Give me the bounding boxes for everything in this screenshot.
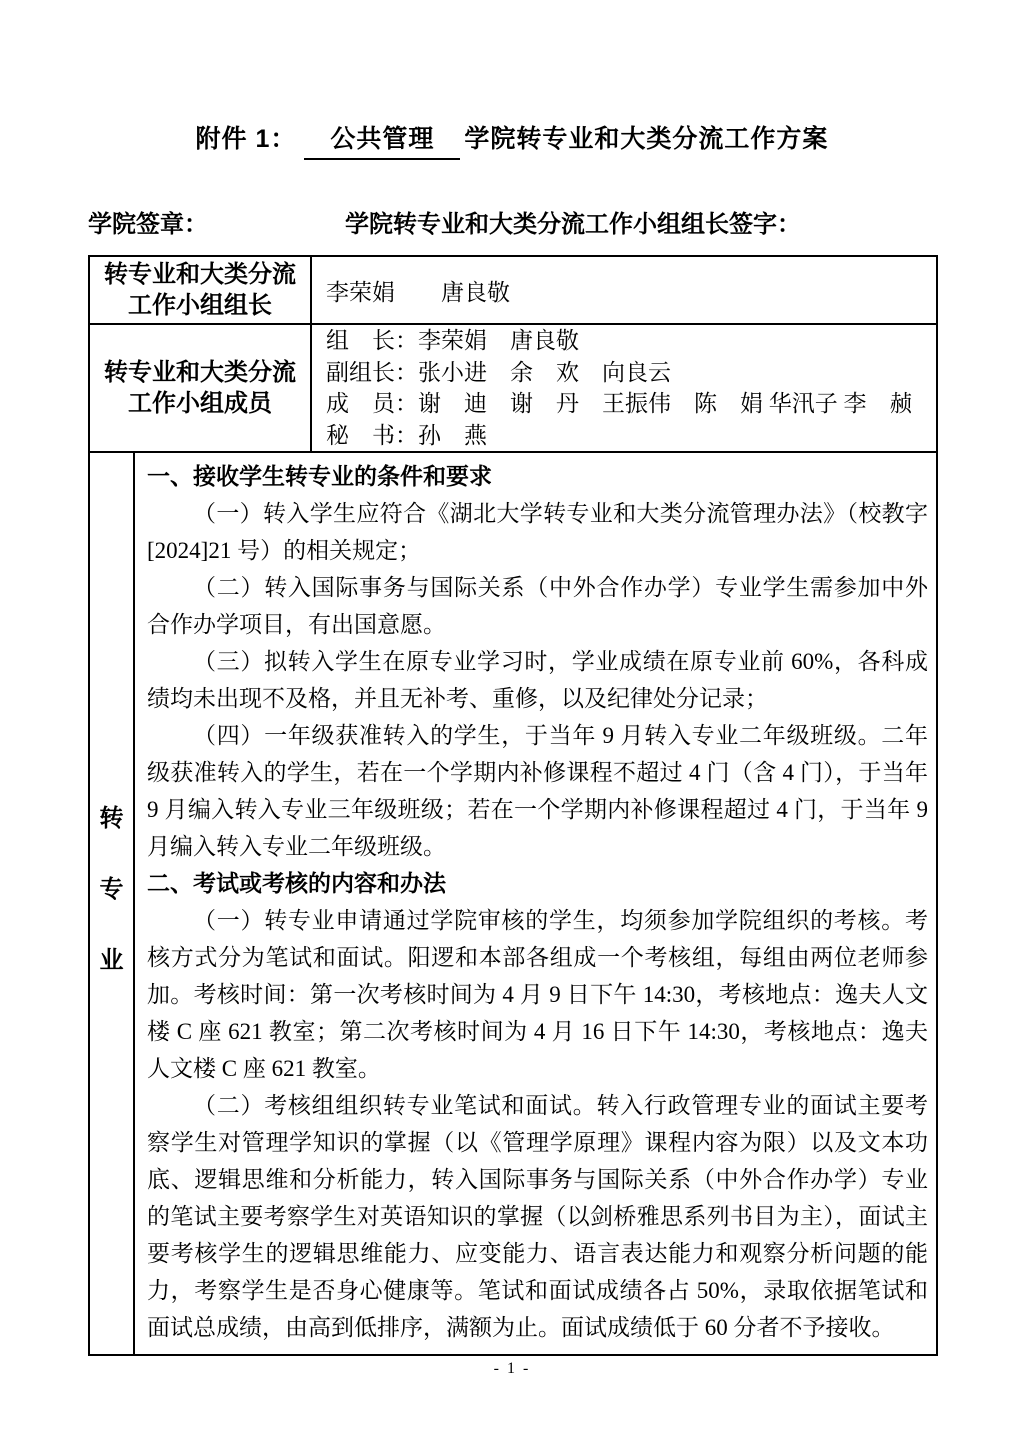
table-row-group-members [90,323,936,451]
members-line-secretary: 秘 书：孙 燕 [326,422,487,448]
row-header-group-members [90,325,312,451]
section-2-paragraph: （二）考核组组织转专业笔试和面试。转入行政管理专业的面试主要考察学生对管理学知识的掌握（以《管理学原理》课程内容为限）以及文本功底、逻辑思维和分析能力，转入国际事务与国际关系（中外合作办学）专业的笔试主要考察学生对英语知识的掌握（以剑桥雅思系列书目为主），面试主要考核学生的逻辑思维能力、应变能力、语言表达能力和观察分析问题的能力，考察学生是否身心健康等。笔试和面试成绩各占 50%，录取依据笔试和面试总成绩，由高到低排序，满额为止。面试成绩低于 60 分者不予接收。 [147,1093,928,1340]
table-row-major-transfer [90,451,936,1354]
names-line: 李荣娟 唐良敬 [326,279,510,305]
vertical-label-char: 业 [99,947,124,974]
leader-signature-label: 学院转专业和大类分流工作小组组长签字： [345,211,801,238]
vertical-label-char: 转 [99,805,124,832]
group-members-list [312,325,936,451]
vertical-label-char: 专 [99,876,124,903]
row-header-line: 转专业和大类分流 [104,261,296,288]
page-number: - 1 - [493,1360,531,1377]
section-1-paragraph: （二）转入国际事务与国际关系（中外合作办学）专业学生需参加中外合作办学项目，有出国意愿。 [147,575,928,637]
section-1-heading: 一、接收学生转专业的条件和要求 [147,463,492,489]
table-row-group-leader [90,257,936,323]
work-plan-table [88,255,938,1356]
section-1-paragraph: （四）一年级获准转入的学生，于当年 9 月转入专业二年级班级。二年级获准转入的学生，若在一个学期内补修课程不超过 4 门（含 4 门），于当年 9 月编入转入专业三年级班级；若在一个学期内补修课程超过 4 门，于当年 9 月编入转入专业二年级班级。 [147,723,928,859]
section-2-paragraph: （一）转专业申请通过学院审核的学生，均须参加学院组织的考核。考核方式分为笔试和面试。阳逻和本部各组成一个考核组，每组由两位老师参加。考核时间：第一次考核时间为 4 月 9 日下午 14:30，考核地点：逸夫人文楼 C 座 621 教室；第二次考核时间为 4 月 16 日下午 14:30，考核地点：逸夫人文楼 C 座 621 教室。 [147,908,928,1081]
signature-row [88,210,964,240]
section-1-paragraph: （一）转入学生应符合《湖北大学转专业和大类分流管理办法》（校教字[2024]21 号）的相关规定； [147,501,928,563]
group-leader-names [312,257,936,323]
row-header-line: 工作小组成员 [128,390,272,417]
row-header-line: 转专业和大类分流 [104,359,296,386]
members-line-members: 成 员：谢 迪 谢 丹 王振伟 陈 娟 华汛子 李 赪 [326,391,913,416]
section-1-paragraph: （三）拟转入学生在原专业学习时，学业成绩在原专业前 60%，各科成绩均未出现不及格，并且无补考、重修，以及纪律处分记录； [147,649,928,711]
members-line-deputy: 副组长：张小进 余 欢 向良云 [326,359,671,385]
title-college-name: 公共管理 [304,122,460,160]
row-header-group-leader [90,257,312,323]
college-seal-label: 学院签章： [88,211,208,238]
members-line-leader: 组 长：李荣娟 唐良敬 [326,328,579,353]
plan-body-text [135,453,936,1354]
page-title [0,122,1024,160]
title-suffix: 学院转专业和大类分流工作方案 [464,125,829,153]
title-prefix: 附件 1： [195,125,297,153]
row-header-line: 工作小组组长 [128,292,272,319]
section-2-heading: 二、考试或考核的内容和办法 [147,870,446,896]
vertical-label-major-transfer [90,453,135,1354]
